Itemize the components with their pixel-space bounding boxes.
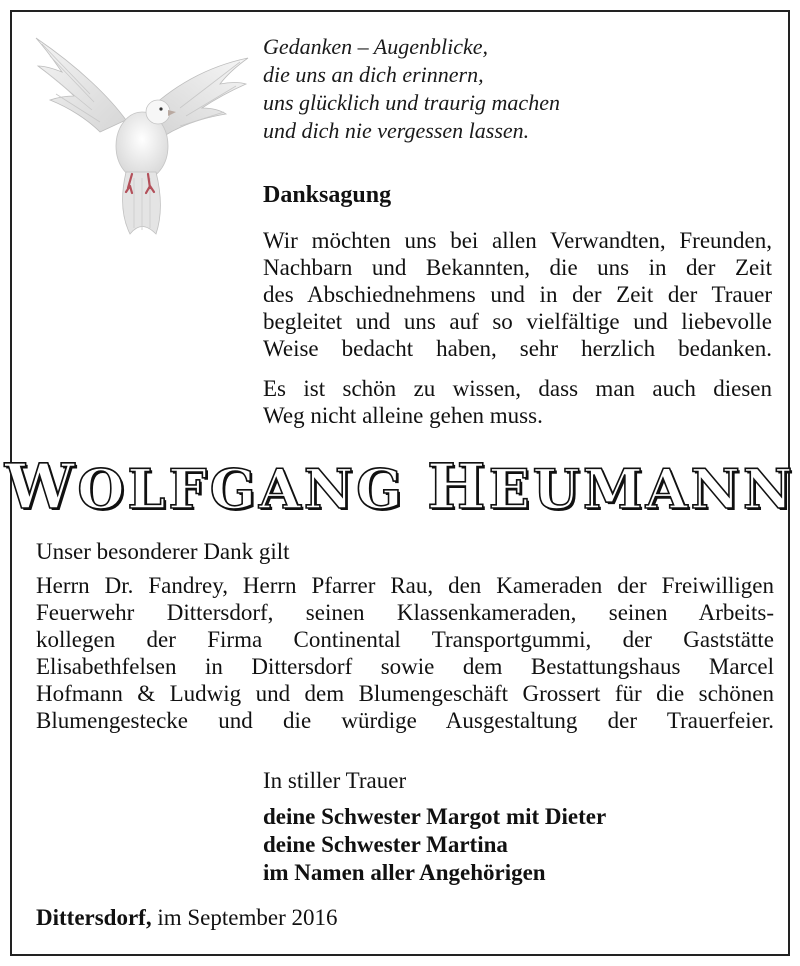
- text-line: Herrn Dr. Fandrey, Herrn Pfarrer Rau, den Kameraden der Freiwilligen: [36, 573, 774, 598]
- thanks-paragraph-2: [263, 375, 772, 429]
- mourner-name: deine Schwester Margot mit Dieter: [263, 804, 607, 829]
- name-initial: W: [4, 450, 78, 523]
- name-rest: OLFGANG: [77, 457, 406, 521]
- mourner-name: im Namen aller Angehörigen: [263, 860, 546, 885]
- thanks-paragraph: [263, 227, 772, 362]
- name-rest: EUMANN: [488, 457, 796, 521]
- place-date-line: [36, 904, 338, 932]
- poem-line: und dich nie vergessen lassen.: [263, 118, 530, 143]
- text-line: Es ist schön zu wissen, dass man auch diesen: [263, 376, 772, 401]
- text-line: Wir möchten uns bei allen Verwandten, Freunden,: [263, 228, 772, 253]
- text-line: kollegen der Firma Continental Transportgummi, der Gaststätte: [36, 627, 774, 652]
- name-initial: H: [427, 450, 489, 523]
- special-thanks-paragraph: [36, 572, 774, 734]
- text-line: Nachbarn und Bekannten, die uns in der Zeit: [263, 255, 772, 280]
- place: Dittersdorf,: [36, 905, 152, 930]
- text-line: Feuerwehr Dittersdorf, seinen Klassenkameraden, seinen Arbeits-: [36, 600, 774, 625]
- deceased-name: [0, 450, 800, 523]
- text-line: Weg nicht alleine gehen muss.: [263, 403, 543, 428]
- poem: [263, 33, 560, 145]
- text-line: Blumengestecke und die würdige Ausgestaltung der Trauerfeier.: [36, 708, 774, 733]
- text-line: Elisabethfelsen in Dittersdorf sowie dem Bestattungshaus Marcel: [36, 654, 774, 679]
- thanks-heading: Danksagung: [263, 182, 392, 208]
- white-dove-icon: [30, 28, 252, 236]
- poem-line: uns glücklich und traurig machen: [263, 90, 560, 115]
- text-line: des Abschiednehmens und in der Zeit der Trauer: [263, 282, 772, 307]
- poem-line: die uns an dich erinnern,: [263, 62, 484, 87]
- date: im September 2016: [157, 905, 338, 930]
- special-thanks-intro: Unser besonderer Dank gilt: [36, 539, 290, 564]
- text-line: begleitet und uns auf so vielfältige und liebevolle: [263, 309, 772, 334]
- mourners-list: [263, 803, 606, 887]
- text-line: Hofmann & Ludwig und dem Blumengeschäft Grossert für die schönen: [36, 681, 774, 706]
- mourner-name: deine Schwester Martina: [263, 832, 508, 857]
- mourning-intro: In stiller Trauer: [263, 768, 407, 793]
- text-line: Weise bedacht haben, sehr herzlich bedanken.: [263, 336, 772, 361]
- poem-line: Gedanken – Augenblicke,: [263, 34, 489, 59]
